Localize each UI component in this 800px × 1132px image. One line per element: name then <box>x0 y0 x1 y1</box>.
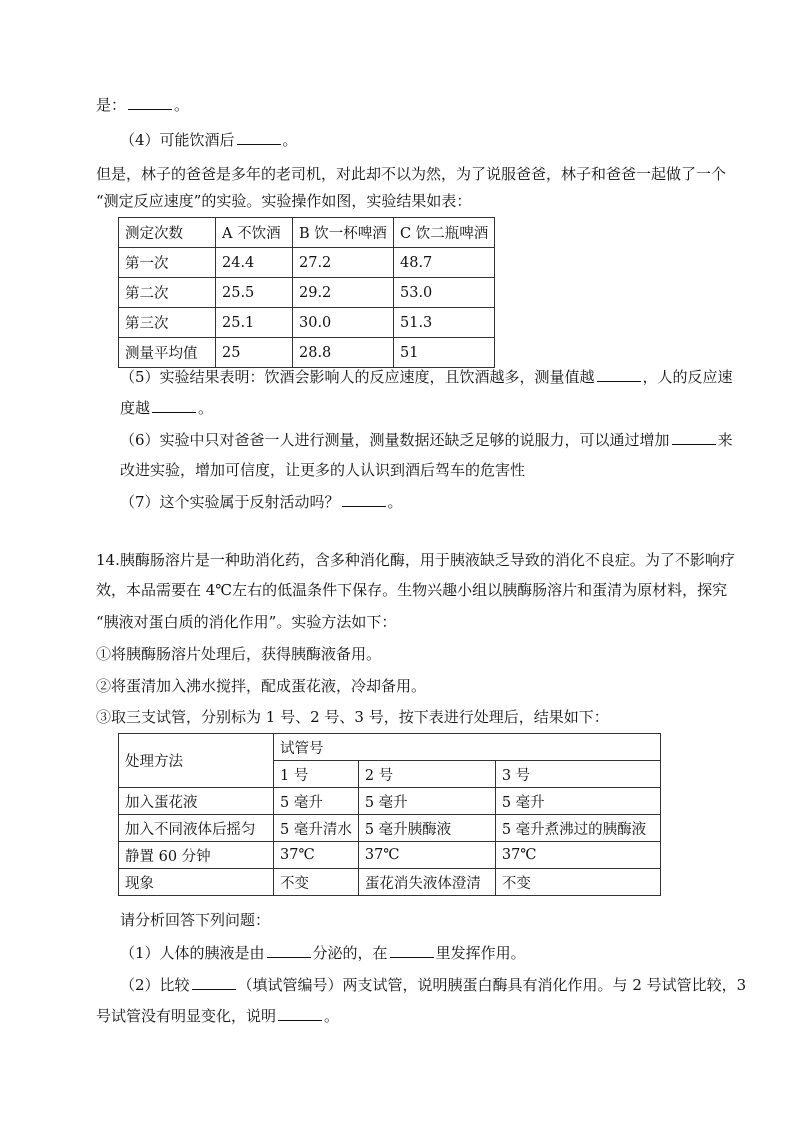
analysis-prompt: 请分析回答下列问题： <box>120 911 271 929</box>
table-cell: 29.2 <box>293 278 394 308</box>
question-7: （7）这个实验属于反射活动吗？ 。 <box>120 493 403 511</box>
table-row <box>119 842 661 869</box>
method-step: ①将胰酶肠溶片处理后，获得胰酶液备用。 <box>96 645 382 663</box>
answer-blank[interactable] <box>597 367 641 382</box>
table-header-cell: A 不饮酒 <box>216 218 293 248</box>
table-cell: 37℃ <box>274 842 359 869</box>
answer-blank[interactable] <box>278 1006 322 1021</box>
question-6-cont: 改进实验，增加可信度，让更多的人认识到酒后驾车的危害性 <box>120 461 526 479</box>
table-cell: 蛋花消失液体澄清 <box>358 869 495 896</box>
table-header-cell: C 饮二瓶啤酒 <box>394 218 495 248</box>
table-cell: 30.0 <box>293 308 394 338</box>
table-cell: 现象 <box>119 869 274 896</box>
answer-blank[interactable] <box>237 130 281 145</box>
table-header-cell: B 饮一杯啤酒 <box>293 218 394 248</box>
question-4: （4）可能饮酒后 。 <box>120 131 298 149</box>
question-14-intro: 14.胰酶肠溶片是一种助消化药，含多种消化酶，用于胰液缺乏导致的消化不良症。为了不影响疗 <box>96 551 735 569</box>
table-header-cell: 1 号 <box>274 761 359 788</box>
table-cell: 5 毫升 <box>274 788 359 815</box>
table-cell: 53.0 <box>394 278 495 308</box>
table-row <box>119 338 495 368</box>
table-cell: 28.8 <box>293 338 394 368</box>
table-header-cell: 处理方法 <box>119 734 274 788</box>
table-cell: 24.4 <box>216 248 293 278</box>
answer-blank[interactable] <box>672 430 716 445</box>
question-14-2-cont: 号试管没有明显变化，说明 。 <box>96 1007 340 1025</box>
table-cell: 5 毫升胰酶液 <box>358 815 495 842</box>
table-cell: 静置 60 分钟 <box>119 842 274 869</box>
question-14-1: （1）人体的胰液是由 分泌的，在 里发挥作用。 <box>120 944 526 962</box>
answer-blank[interactable] <box>192 975 236 990</box>
table-cell: 加入不同液体后摇匀 <box>119 815 274 842</box>
table-header-row <box>119 218 495 248</box>
test-tube-table <box>118 733 661 896</box>
table-row <box>119 869 661 896</box>
table-cell: 加入蛋花液 <box>119 788 274 815</box>
table-cell: 5 毫升清水 <box>274 815 359 842</box>
table-cell: 25 <box>216 338 293 368</box>
question-6: （6）实验中只对爸爸一人进行测量，测量数据还缺乏足够的说服力，可以通过增加 来 <box>120 431 733 449</box>
table-cell: 27.2 <box>293 248 394 278</box>
table-cell: 不变 <box>274 869 359 896</box>
table-cell: 5 毫升 <box>358 788 495 815</box>
table-cell: 48.7 <box>394 248 495 278</box>
table-cell: 51 <box>394 338 495 368</box>
answer-blank[interactable] <box>390 943 434 958</box>
question-14-intro: 效，本品需要在 4℃左右的低温条件下保存。生物兴趣小组以胰酶肠溶片和蛋清为原材料，探究 <box>96 581 728 599</box>
method-step: ②将蛋清加入沸水搅拌，配成蛋花液，冷却备用。 <box>96 677 427 695</box>
table-row <box>119 815 661 842</box>
table-header-cell: 2 号 <box>358 761 495 788</box>
table-header-row <box>119 734 661 761</box>
question-5: （5）实验结果表明：饮酒会影响人的反应速度，且饮酒越多，测量值越 ，人的反应速 <box>120 368 733 386</box>
answer-blank[interactable] <box>128 95 172 110</box>
table-cell: 不变 <box>495 869 660 896</box>
method-step: ③取三支试管，分别标为 1 号、2 号、3 号，按下表进行处理后，结果如下： <box>96 708 609 726</box>
paragraph-line: 但是，林子的爸爸是多年的老司机，对此却不以为然，为了说服爸爸，林子和爸爸一起做了一个 <box>96 165 727 183</box>
table-cell: 51.3 <box>394 308 495 338</box>
table-cell: 25.5 <box>216 278 293 308</box>
question-14-intro: “胰液对蛋白质的消化作用”。实验方法如下： <box>96 613 397 631</box>
table-header-cell: 试管号 <box>274 734 661 761</box>
question-14-2: （2）比较 （填试管编号）两支试管，说明胰蛋白酶具有消化作用。与 2 号试管比较，3 <box>120 976 747 994</box>
table-cell: 25.1 <box>216 308 293 338</box>
table-cell: 37℃ <box>495 842 660 869</box>
question-5-cont: 度越 。 <box>120 399 214 417</box>
table-cell: 第一次 <box>119 248 216 278</box>
table-header-cell: 测定次数 <box>119 218 216 248</box>
answer-blank[interactable] <box>342 492 386 507</box>
reaction-speed-table <box>118 217 495 368</box>
table-header-cell: 3 号 <box>495 761 660 788</box>
table-cell: 5 毫升煮沸过的胰酶液 <box>495 815 660 842</box>
table-cell: 37℃ <box>358 842 495 869</box>
table-row <box>119 308 495 338</box>
paragraph-line: “测定反应速度”的实验。实验操作如图，实验结果如表： <box>96 192 472 210</box>
table-cell: 第三次 <box>119 308 216 338</box>
table-cell: 5 毫升 <box>495 788 660 815</box>
answer-blank[interactable] <box>267 943 311 958</box>
table-cell: 第二次 <box>119 278 216 308</box>
table-row <box>119 278 495 308</box>
answer-line-3: 是： 。 <box>96 96 190 114</box>
answer-blank[interactable] <box>152 398 196 413</box>
table-cell: 测量平均值 <box>119 338 216 368</box>
table-row <box>119 788 661 815</box>
table-row <box>119 248 495 278</box>
